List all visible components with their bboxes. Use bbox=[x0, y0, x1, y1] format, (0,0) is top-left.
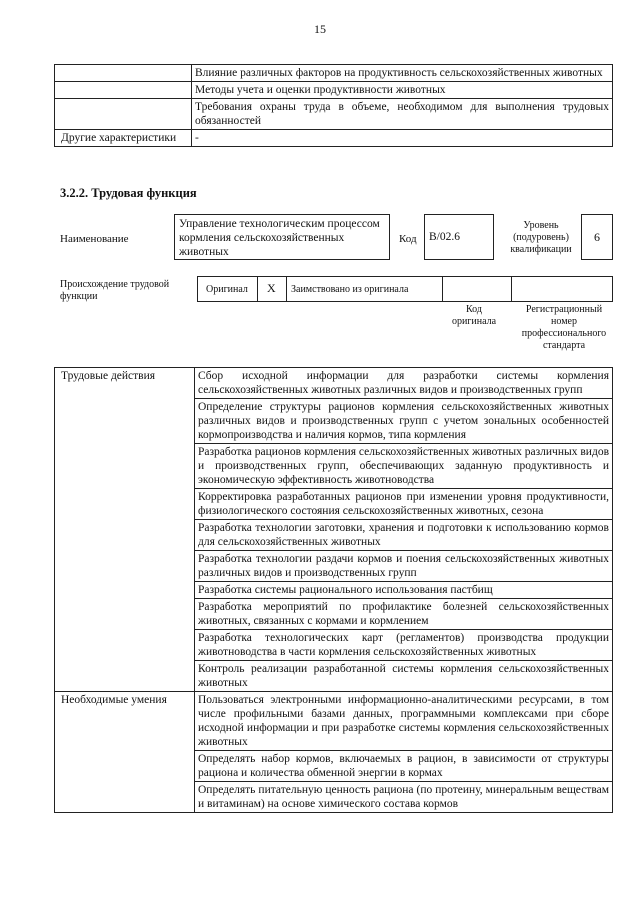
function-code-box: B/02.6 bbox=[424, 214, 494, 260]
labor-function-table bbox=[54, 367, 613, 813]
name-label: Наименование bbox=[60, 233, 129, 245]
table-row bbox=[55, 130, 613, 147]
origin-divider bbox=[257, 277, 258, 301]
table-cell: Пользоваться электронными информационно-аналитическими ресурсами, в том числе профильными базами данных, программными комплексами при сборе исходной информации и при разработке системы кормления сельскохозяйственных животных bbox=[195, 692, 613, 751]
original-label: Оригинал bbox=[206, 284, 248, 295]
original-mark: X bbox=[267, 281, 276, 295]
table-row bbox=[55, 692, 613, 751]
table-cell: Разработка системы рационального использования пастбищ bbox=[195, 582, 613, 599]
origin-label: Происхождение трудовой функции bbox=[60, 279, 170, 302]
table-row bbox=[55, 99, 613, 130]
other-characteristics-value: - bbox=[192, 130, 613, 147]
level-label: Уровень (подуровень) квалификации bbox=[510, 220, 572, 255]
row-value: Влияние различных факторов на продуктивность сельскохозяйственных животных bbox=[192, 65, 613, 82]
origin-divider bbox=[442, 277, 443, 301]
table-row bbox=[55, 368, 613, 399]
table-cell: Разработка технологии заготовки, хранения и подготовки к использованию кормов для сельскохозяйственных животных bbox=[195, 520, 613, 551]
knowledge-table-continued bbox=[54, 64, 613, 147]
table-cell: Контроль реализации разработанной системы кормления сельскохозяйственных животных bbox=[195, 661, 613, 692]
table-cell: Разработка технологических карт (регламентов) производства продукции животноводства в части кормления сельскохозяйственных животных bbox=[195, 630, 613, 661]
table-cell: Сбор исходной информации для разработки системы кормления сельскохозяйственных животных различных видов и производственных групп bbox=[195, 368, 613, 399]
other-characteristics-label: Другие характеристики bbox=[55, 130, 192, 147]
origin-box bbox=[197, 276, 613, 302]
table-cell: Определять питательную ценность рациона (по протеину, минеральным веществам и витаминам) на основе химического состава кормов bbox=[195, 782, 613, 813]
function-name-box: Управление технологическим процессом кормления сельскохозяйственных животных bbox=[174, 214, 390, 260]
skills-label: Необходимые умения bbox=[55, 692, 195, 813]
row-label bbox=[55, 65, 192, 82]
borrowed-label: Заимствовано из оригинала bbox=[291, 284, 409, 295]
table-cell: Определять набор кормов, включаемых в рацион, в зависимости от структуры рациона и количества обменной энергии в кормах bbox=[195, 751, 613, 782]
row-value: Методы учета и оценки продуктивности животных bbox=[192, 82, 613, 99]
table-cell: Определение структуры рационов кормления сельскохозяйственных животных различных видов и производственных групп с учетом зональных особенностей кормопроизводства и наличия кормов, типа кормления bbox=[195, 399, 613, 444]
table-row bbox=[55, 65, 613, 82]
origin-divider bbox=[286, 277, 287, 301]
table-cell: Разработка рационов кормления сельскохозяйственных животных различных видов и производственных групп, обеспечивающих заданную продуктивность и экономическую эффективность животноводства bbox=[195, 444, 613, 489]
code-label: Код bbox=[399, 233, 417, 245]
table-row bbox=[55, 82, 613, 99]
page-number: 15 bbox=[314, 22, 326, 36]
table-cell: Корректировка разработанных рационов при изменении уровня продуктивности, физиологического состояния сельскохозяйственных животных, сезона bbox=[195, 489, 613, 520]
table-cell: Разработка технологии раздачи кормов и поения сельскохозяйственных животных различных видов и производственных групп bbox=[195, 551, 613, 582]
original-code-caption: Код оригинала bbox=[451, 304, 497, 327]
row-label bbox=[55, 99, 192, 130]
registration-number-caption: Регистрационный номер профессионального стандарта bbox=[521, 304, 607, 351]
section-title: 3.2.2. Трудовая функция bbox=[60, 186, 197, 200]
row-label bbox=[55, 82, 192, 99]
origin-divider bbox=[511, 277, 512, 301]
row-value: Требования охраны труда в объеме, необходимом для выполнения трудовых обязанностей bbox=[192, 99, 613, 130]
labor-actions-label: Трудовые действия bbox=[55, 368, 195, 692]
table-cell: Разработка мероприятий по профилактике болезней сельскохозяйственных животных, связанных с кормами и кормлением bbox=[195, 599, 613, 630]
level-value-box: 6 bbox=[581, 214, 613, 260]
